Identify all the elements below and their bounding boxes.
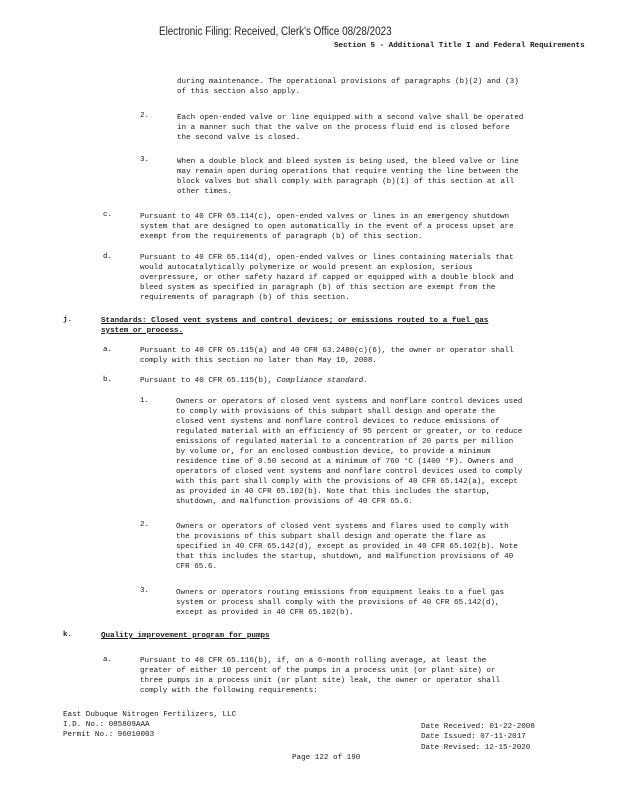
item-number: 2.: [140, 521, 150, 529]
item-k-a-line: Pursuant to 40 CFR 65.116(b), if, on a 6-month rolling average, at least the: [140, 657, 487, 665]
item-j-b-2-line: CFR 65.6.: [176, 563, 218, 571]
item-3-line: other times.: [177, 188, 232, 196]
footer-id-number: I.D. No.: 085809AAA: [63, 721, 150, 729]
item-d-line: bleed system as specified in paragraph (b) of this section are exempt from the: [140, 284, 496, 292]
item-number: 2.: [140, 112, 150, 120]
item-j-b-prefix: Pursuant to 40 CFR 65.115(b),: [140, 377, 273, 385]
item-d-line: would autocatalytically polymerize or would present an explosion, serious: [140, 264, 473, 272]
item-c-line: exempt from the requirements of paragraph (b) of this section.: [140, 233, 423, 241]
footer-date-issued: Date Issued: 07-11-2017: [421, 733, 526, 741]
footer-page-number: Page 122 of 190: [292, 754, 361, 762]
item-c-line: system that are designed to open automatically in the event of a process upset are: [140, 223, 514, 231]
footer-company: East Dubuque Nitrogen Fertilizers, LLC: [63, 711, 237, 719]
item-c-line: Pursuant to 40 CFR 65.114(c), open-ended valves or lines in an emergency shutdown: [140, 213, 510, 221]
item-2-line: the second valve is closed.: [177, 134, 301, 142]
item-2-line: Each open-ended valve or line equipped with a second valve shall be operated: [177, 114, 524, 122]
item-letter: a.: [103, 656, 113, 664]
item-letter: d.: [103, 253, 113, 261]
item-number: 3.: [140, 156, 150, 164]
paragraph-continuation-line: during maintenance. The operational provisions of paragraphs (b)(2) and (3): [177, 78, 519, 86]
section-j-title: system or process.: [101, 327, 184, 335]
paragraph-continuation-line: of this section also apply.: [177, 88, 301, 96]
item-3-line: block valves but shall comply with paragraph (b)(1) of this section at all: [177, 178, 515, 186]
item-j-b-1-line: closed vent systems and nonflare control devices to reduce emissions of: [176, 418, 500, 426]
item-j-b-line: [140, 378, 368, 386]
item-j-b-1-line: with this part shall comply with the provisions of 40 CFR 65.142(a), except: [176, 478, 518, 486]
item-letter: a.: [103, 346, 113, 354]
footer-permit-number: Permit No.: 96010003: [63, 731, 155, 739]
item-j-b-2-line: Owners or operators of closed vent systems and flares used to comply with: [176, 523, 509, 531]
item-j-b-1-line: emissions of regulated material to a concentration of 20 parts per million: [176, 438, 514, 446]
item-j-a-line: Pursuant to 40 CFR 65.115(a) and 40 CFR 63.2480(c)(6), the owner or operator shall: [140, 347, 514, 355]
item-k-a-line: greater of either 10 percent of the pumps in a process unit (or plant site) or: [140, 667, 496, 675]
item-j-b-3-line: Owners or operators routing emissions from equipment leaks to a fuel gas: [176, 589, 505, 597]
item-3-line: may remain open during operations that require venting the line between the: [177, 168, 519, 176]
item-letter: b.: [103, 376, 113, 384]
item-j-b-italic: Compliance standard.: [276, 377, 368, 385]
item-d-line: Pursuant to 40 CFR 65.114(d), open-ended valves or lines containing materials that: [140, 254, 514, 262]
item-j-b-1-line: shutdown, and malfunction provisions of 40 CFR 65.6.: [176, 498, 413, 506]
item-j-b-3-line: system or process shall comply with the provisions of 40 CFR 65.142(d),: [176, 599, 500, 607]
section-k-title: Quality improvement program for pumps: [101, 632, 270, 640]
section-header: Section 5 - Additional Title I and Federal Requirements: [334, 42, 585, 50]
item-j-b-2-line: the provisions of this subpart shall design and operate the flare as: [176, 533, 486, 541]
item-3-line: When a double block and bleed system is being used, the bleed valve or line: [177, 158, 519, 166]
item-j-b-1-line: operators of closed vent systems and nonflare control devices used to comply: [176, 468, 523, 476]
item-j-b-1-line: regulated material with an efficiency of 95 percent or greater, or to reduce: [176, 428, 523, 436]
item-j-a-line: comply with this section no later than May 10, 2008.: [140, 357, 377, 365]
item-k-a-line: comply with the following requirements:: [140, 687, 318, 695]
section-letter: k.: [63, 631, 73, 639]
item-j-b-1-line: by volume or, for an enclosed combustion device, to provide a minimum: [176, 448, 491, 456]
item-2-line: in a manner such that the valve on the process fluid end is closed before: [177, 124, 510, 132]
item-j-b-1-line: as provided in 40 CFR 65.102(b). Note that this includes the startup,: [176, 488, 491, 496]
item-j-b-1-line: Owners or operators of closed vent systems and nonflare control devices used: [176, 398, 523, 406]
item-j-b-2-line: that this includes the startup, shutdown, and malfunction provisions of 40: [176, 553, 514, 561]
section-letter: j.: [63, 316, 73, 324]
item-k-a-line: three pumps in a process unit (or plant site) leak, the owner or operator shall: [140, 677, 501, 685]
footer-date-revised: Date Revised: 12-15-2020: [421, 744, 531, 752]
section-j-title: Standards: Closed vent systems and control devices; or emissions routed to a fuel gas: [101, 317, 489, 325]
item-number: 3.: [140, 587, 150, 595]
item-d-line: overpressure, or other safety hazard if capped or equipped with a double block and: [140, 274, 514, 282]
electronic-filing-stamp: Electronic Filing: Received, Clerk's Office 08/28/2023: [159, 26, 392, 38]
footer-date-received: Date Received: 01-22-2008: [421, 723, 535, 731]
item-j-b-2-line: specified in 40 CFR 65.142(d), except as provided in 40 CFR 65.102(b). Note: [176, 543, 518, 551]
item-number: 1.: [140, 397, 150, 405]
item-j-b-1-line: residence time of 0.50 second at a minimum of 760 °C (1400 °F). Owners and: [176, 458, 514, 466]
item-letter: c.: [103, 211, 113, 219]
item-d-line: requirements of paragraph (b) of this section.: [140, 294, 350, 302]
item-j-b-3-line: except as provided in 40 CFR 65.102(b).: [176, 609, 354, 617]
item-j-b-1-line: to comply with provisions of this subpart shall design and operate the: [176, 408, 495, 416]
